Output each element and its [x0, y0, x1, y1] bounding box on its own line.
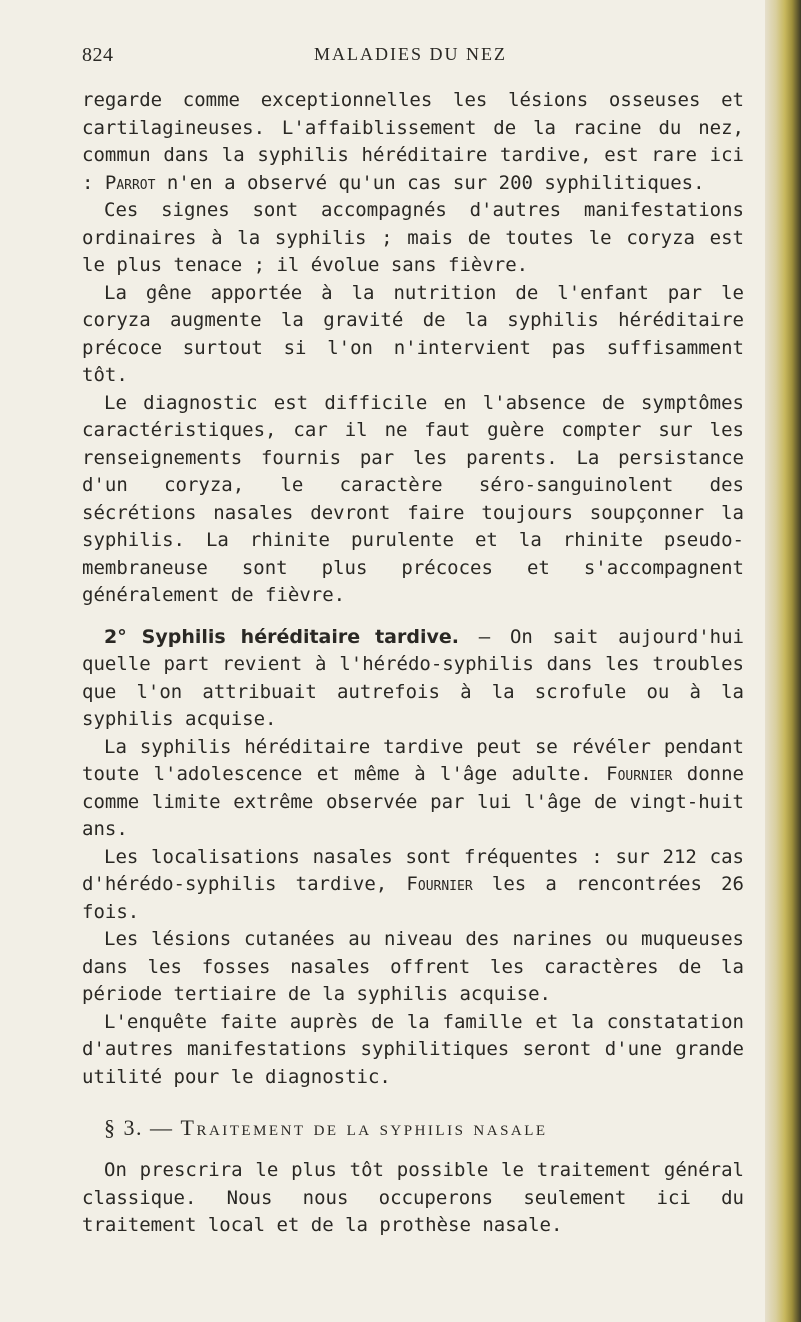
paragraph-1: regarde comme exceptionnelles les lésions osseuses et cartilagineuses. L'affaiblissement de la racine du nez, commun dans la syphilis héréditaire tardive, est rare ici : Parrot n'en a observé qu'un cas sur 200 syphilitiques. — [82, 89, 744, 194]
paragraph-3: La gêne apportée à la nutrition de l'enfant par le coryza augmente la gravité de la syphilis héréditaire précoce surtout si l'on n'intervient pas suffisamment tôt. — [82, 281, 744, 386]
author-name: Fournier — [406, 873, 473, 895]
paragraph-5: 2° Syphilis héréditaire tardive. — On sait aujourd'hui quelle part revient à l'hérédo-syphilis dans les troubles que l'on attribuait autrefois à la scrofule ou à la syphilis acquise. — [82, 625, 744, 730]
paragraph-8: Les lésions cutanées au niveau des narines ou muqueuses dans les fosses nasales offrent les caractères de la période tertiaire de la syphilis acquise. — [82, 928, 744, 1005]
paragraph-10: On prescrira le plus tôt possible le traitement général classique. Nous nous occuperons seulement ici du traitement local et de la prothèse nasale. — [82, 1159, 744, 1236]
section-title: § 3. — Traitement de la syphilis nasale — [104, 1115, 548, 1140]
paragraph-2: Ces signes sont accompagnés d'autres manifestations ordinaires à la syphilis ; mais de toutes le coryza est le plus tenace ; il évolue sans fièvre. — [82, 199, 744, 276]
body-text — [82, 87, 744, 1240]
paragraph-6: La syphilis héréditaire tardive peut se révéler pendant toute l'adolescence et même à l'âge adulte. Fournier donne comme limite extrême observée par lui l'âge de vingt-huit ans. — [82, 735, 744, 840]
paragraph-4: Le diagnostic est difficile en l'absence de symptômes caractéristiques, car il ne faut guère compter sur les renseignements fournis par les parents. La persistance d'un coryza, le caractère séro-sanguinolent des sécrétions nasales devront faire toujours soupçonner la syphilis. La rhinite purulente et la rhinite pseudo-membraneuse sont plus précoces et s'accompagnent généralement de fièvre. — [82, 391, 744, 606]
paragraph-7: Les localisations nasales sont fréquentes : sur 212 cas d'hérédo-syphilis tardive, Fournier les a rencontrées 26 fois. — [82, 845, 744, 923]
page-edge — [765, 0, 801, 1322]
paragraph-9: L'enquête faite auprès de la famille et la constatation d'autres manifestations syphilitiques seront d'une grande utilité pour le diagnostic. — [82, 1010, 744, 1088]
page-number: 824 — [82, 44, 114, 66]
author-name: Fournier — [606, 763, 673, 785]
page-header — [82, 44, 742, 70]
running-title: MALADIES DU NEZ — [314, 44, 507, 64]
author-name: Parrot — [104, 171, 156, 194]
subsection-heading: 2° Syphilis héréditaire tardive. — [104, 625, 459, 648]
